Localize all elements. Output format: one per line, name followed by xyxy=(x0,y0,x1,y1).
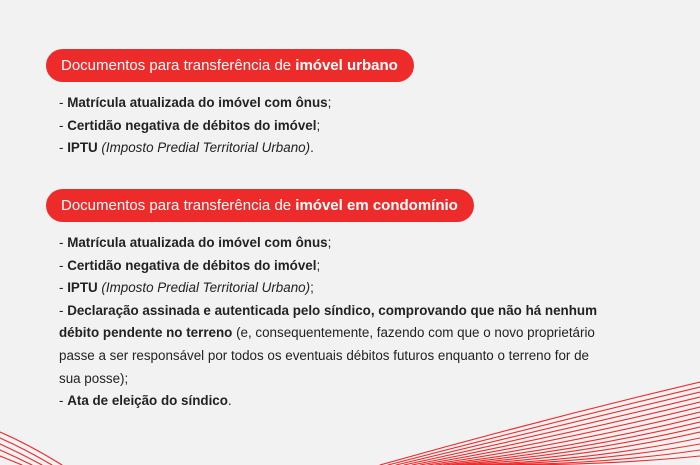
list-item xyxy=(59,390,604,413)
wave-line xyxy=(0,444,42,465)
item-dash: - xyxy=(59,302,68,318)
item-dash: - xyxy=(59,393,68,409)
item-label: IPTU xyxy=(67,280,98,296)
item-note: (Imposto Predial Territorial Urbano) xyxy=(97,140,311,156)
wave-line xyxy=(0,456,22,465)
wave-line xyxy=(444,422,700,465)
item-end: (e, consequentemente, fazendo com que o novo proprietário passe a ser responsável por todos os eventuais débitos futuros enquanto o terreno for de sua posse); xyxy=(59,325,595,386)
wave-line xyxy=(492,450,700,465)
wave-line xyxy=(436,417,700,465)
document-list-condominio xyxy=(59,232,604,413)
title-prefix: Documentos para transferência de xyxy=(61,197,296,214)
title-highlight: imóvel urbano xyxy=(295,57,398,74)
item-label: IPTU xyxy=(67,140,98,156)
section-imovel-urbano xyxy=(46,49,414,160)
item-label: Certidão negativa de débitos do imóvel xyxy=(67,117,317,133)
title-prefix: Documentos para transferência de xyxy=(61,57,296,74)
item-label: Matrícula atualizada do imóvel com ônus xyxy=(67,95,328,110)
item-label: Matrícula atualizada do imóvel com ônus xyxy=(67,235,328,250)
wave-line xyxy=(452,427,700,465)
list-item xyxy=(59,232,604,255)
item-end: ; xyxy=(310,280,314,296)
item-end: ; xyxy=(327,235,332,250)
wave-line xyxy=(0,438,52,465)
list-item xyxy=(59,92,414,115)
list-item xyxy=(59,255,604,278)
wave-line xyxy=(0,450,32,465)
item-end: ; xyxy=(316,257,321,273)
item-dash: - xyxy=(59,257,68,273)
item-dash: - xyxy=(59,235,68,250)
item-label: Ata de eleição do síndico xyxy=(67,393,228,409)
section-imovel-condominio xyxy=(46,189,604,413)
item-dash: - xyxy=(59,140,68,156)
item-end: . xyxy=(310,140,314,156)
item-end: ; xyxy=(327,95,332,110)
item-dash: - xyxy=(59,117,68,133)
item-note: (Imposto Predial Territorial Urbano) xyxy=(97,280,311,296)
item-label: Declaração assinada e autenticada pelo síndico, comprovando que não há nenhum débito pendente no terreno xyxy=(59,302,598,341)
document-list-urbano xyxy=(59,92,414,160)
wave-line xyxy=(0,432,62,465)
list-item xyxy=(59,300,604,390)
list-item xyxy=(59,115,414,138)
item-dash: - xyxy=(59,95,68,110)
section-title-urbano xyxy=(46,49,414,82)
item-end: . xyxy=(227,393,232,409)
item-end: ; xyxy=(316,117,321,133)
wave-line xyxy=(505,456,700,465)
list-item xyxy=(59,277,604,300)
item-dash: - xyxy=(59,280,68,296)
item-label: Certidão negativa de débitos do imóvel xyxy=(67,257,317,273)
section-title-condominio xyxy=(46,189,474,222)
list-item xyxy=(59,137,414,160)
wave-line xyxy=(460,432,700,465)
wave-line xyxy=(480,444,700,465)
wave-line xyxy=(428,412,700,465)
wave-line xyxy=(470,438,700,465)
wave-line xyxy=(420,407,700,465)
title-highlight: imóvel em condomínio xyxy=(295,197,458,214)
